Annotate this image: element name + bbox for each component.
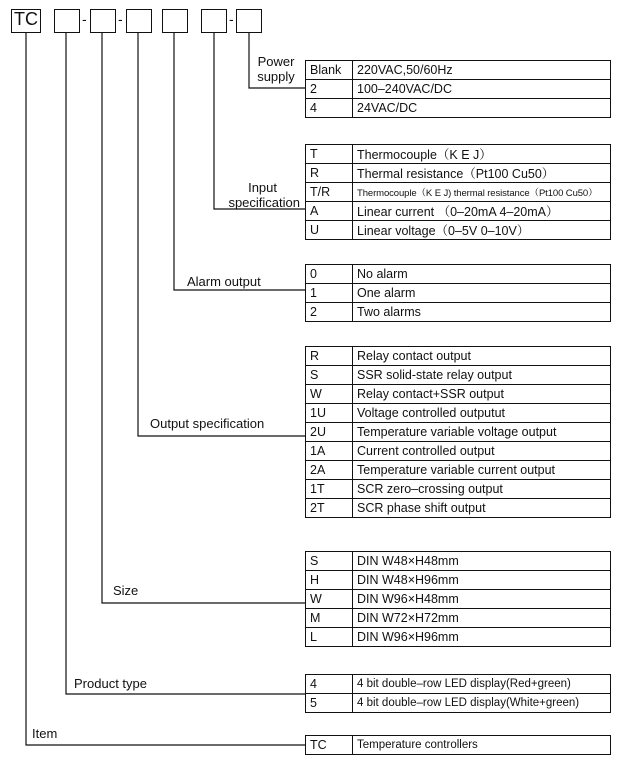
item-label: Item xyxy=(32,726,58,741)
option-desc: 220VAC,50/60Hz xyxy=(353,61,611,80)
option-desc: One alarm xyxy=(353,284,611,303)
table-row xyxy=(306,303,611,322)
size-label: Size xyxy=(113,583,139,598)
table-row xyxy=(306,423,611,442)
option-code: L xyxy=(306,628,353,647)
option-desc: DIN W72×H72mm xyxy=(353,609,611,628)
input-label-line2: specification xyxy=(228,195,300,210)
option-desc: 100–240VAC/DC xyxy=(353,80,611,99)
alarm-output-table xyxy=(305,264,611,322)
option-desc: 4 bit double–row LED display(Red+green) xyxy=(353,675,611,694)
output-spec-table xyxy=(305,346,611,518)
option-code: 1T xyxy=(306,480,353,499)
table-row xyxy=(306,480,611,499)
size-table xyxy=(305,551,611,647)
option-desc: Two alarms xyxy=(353,303,611,322)
option-desc: Linear voltage（0–5V 0–10V） xyxy=(353,221,611,240)
option-code: S xyxy=(306,366,353,385)
power-supply-table xyxy=(305,60,611,118)
option-desc: SCR zero–crossing output xyxy=(353,480,611,499)
option-desc: Temperature variable voltage output xyxy=(353,423,611,442)
option-code: TC xyxy=(306,736,353,755)
table-row xyxy=(306,202,611,221)
table-row xyxy=(306,366,611,385)
option-desc: DIN W48×H96mm xyxy=(353,571,611,590)
table-row xyxy=(306,80,611,99)
option-code: 2A xyxy=(306,461,353,480)
option-desc: 4 bit double–row LED display(White+green) xyxy=(353,694,611,713)
table-row xyxy=(306,385,611,404)
table-row xyxy=(306,284,611,303)
option-desc: DIN W48×H48mm xyxy=(353,552,611,571)
option-desc: Relay contact output xyxy=(353,347,611,366)
option-code: 2 xyxy=(306,303,353,322)
table-row xyxy=(306,628,611,647)
option-code: 1U xyxy=(306,404,353,423)
power-label-line2: supply xyxy=(257,69,295,84)
option-desc: DIN W96×H48mm xyxy=(353,590,611,609)
option-code: T/R xyxy=(306,183,353,202)
separator-dash: - xyxy=(118,11,123,27)
option-code: M xyxy=(306,609,353,628)
prefix-box xyxy=(11,9,41,33)
size-slot xyxy=(90,9,116,33)
input-label-line1: Input xyxy=(248,180,277,195)
option-desc: Thermocouple（K E J） xyxy=(353,145,611,164)
option-code: Blank xyxy=(306,61,353,80)
option-code: 2U xyxy=(306,423,353,442)
option-desc: SSR solid-state relay output xyxy=(353,366,611,385)
option-code: H xyxy=(306,571,353,590)
option-desc: Linear current （0–20mA 4–20mA） xyxy=(353,202,611,221)
option-code: 2T xyxy=(306,499,353,518)
product-type-table xyxy=(305,674,611,713)
product-type-slot xyxy=(54,9,80,33)
table-row xyxy=(306,183,611,202)
table-row xyxy=(306,694,611,713)
item-table xyxy=(305,735,611,755)
separator-dash: - xyxy=(82,11,87,27)
option-code: 1A xyxy=(306,442,353,461)
table-row xyxy=(306,461,611,480)
table-row xyxy=(306,61,611,80)
input-spec-label xyxy=(220,180,300,210)
alarm-output-label: Alarm output xyxy=(187,274,261,289)
option-code: 0 xyxy=(306,265,353,284)
power-slot xyxy=(236,9,262,33)
table-row xyxy=(306,347,611,366)
option-code: T xyxy=(306,145,353,164)
table-row xyxy=(306,164,611,183)
table-row xyxy=(306,99,611,118)
option-code: W xyxy=(306,590,353,609)
input-spec-table xyxy=(305,144,611,240)
option-desc: Temperature variable current output xyxy=(353,461,611,480)
table-row xyxy=(306,265,611,284)
option-desc: No alarm xyxy=(353,265,611,284)
option-code: R xyxy=(306,164,353,183)
option-code: 2 xyxy=(306,80,353,99)
option-desc: Temperature controllers xyxy=(353,736,611,755)
product-type-label: Product type xyxy=(74,676,147,691)
option-code: S xyxy=(306,552,353,571)
table-row xyxy=(306,404,611,423)
table-row xyxy=(306,609,611,628)
separator-dash: - xyxy=(229,11,234,27)
alarm-slot xyxy=(162,9,188,33)
option-code: 4 xyxy=(306,675,353,694)
table-row xyxy=(306,145,611,164)
option-desc: DIN W96×H96mm xyxy=(353,628,611,647)
table-row xyxy=(306,442,611,461)
table-row xyxy=(306,221,611,240)
table-row xyxy=(306,571,611,590)
option-desc: Thermal resistance（Pt100 Cu50） xyxy=(353,164,611,183)
output-spec-label: Output specification xyxy=(150,416,265,431)
table-row xyxy=(306,675,611,694)
option-desc: Voltage controlled outputut xyxy=(353,404,611,423)
table-row xyxy=(306,590,611,609)
option-code: A xyxy=(306,202,353,221)
table-row xyxy=(306,499,611,518)
option-code: 1 xyxy=(306,284,353,303)
output-slot xyxy=(126,9,152,33)
option-desc: Thermocouple（K E J) thermal resistance（Pt100 Cu50） xyxy=(353,183,611,202)
option-code: 5 xyxy=(306,694,353,713)
option-desc: SCR phase shift output xyxy=(353,499,611,518)
table-row xyxy=(306,736,611,755)
power-label-line1: Power xyxy=(257,54,295,69)
option-code: 4 xyxy=(306,99,353,118)
option-code: W xyxy=(306,385,353,404)
prefix-text: TC xyxy=(14,9,38,29)
option-code: U xyxy=(306,221,353,240)
input-slot xyxy=(201,9,227,33)
option-desc: Current controlled output xyxy=(353,442,611,461)
option-desc: Relay contact+SSR output xyxy=(353,385,611,404)
table-row xyxy=(306,552,611,571)
power-supply-label xyxy=(256,54,296,84)
option-desc: 24VAC/DC xyxy=(353,99,611,118)
option-code: R xyxy=(306,347,353,366)
